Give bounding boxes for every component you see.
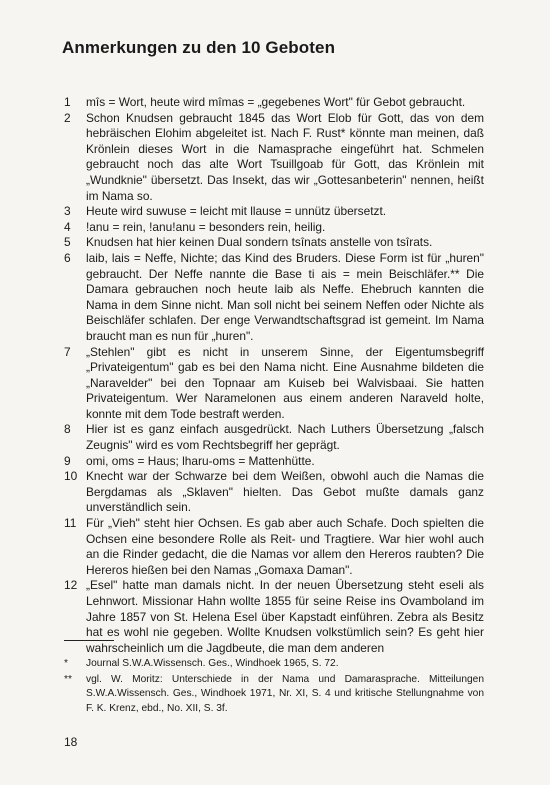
note-item [64,422,484,453]
footnote-text: Journal S.W.A.Wissensch. Ges., Windhoek 1965, S. 72. [86,658,339,669]
note-item [64,220,484,236]
note-item [64,345,484,423]
note-number: 1 [64,95,71,109]
note-number: 11 [64,516,77,531]
note-number: 3 [64,204,71,219]
note-number: 10 [64,469,78,484]
note-text: !anu = rein, !anu!anu = besonders rein, heilig. [86,219,326,234]
note-item [64,578,484,656]
note-text: Knecht war der Schwarze bei dem Weißen, obwohl auch die Namas die Bergdamas als „Sklaven" hielten. Das Gebot mußte damals ganz unverständlich sein. [86,469,484,515]
note-item [64,251,484,345]
footnote-item [64,657,484,671]
note-text: omi, oms = Haus; lharu-oms = Mattenhütte. [86,453,315,468]
page-number: 18 [64,735,78,749]
note-item [64,95,484,111]
note-number: 12 [64,578,78,593]
note-item [64,204,484,220]
note-number: 4 [64,219,71,234]
footnote-mark: ** [64,674,72,686]
note-number: 5 [64,235,71,250]
note-item [64,111,484,205]
note-text: Heute wird suwuse = leicht mit llause = unnütz übersetzt. [86,204,387,219]
note-item [64,235,484,251]
note-number: 7 [64,344,71,359]
footnotes [64,657,484,718]
note-text: Für „Vieh" steht hier Ochsen. Es gab aber auch Schafe. Doch spielten die Ochsen eine besondere Rolle als Reit- und Tragtiere. War hier wohl auch an die Rinder gedacht, die die Namas vor allem den Hereros raubten? Die Hereros hießen bei den Namas „Gomaxa Daman". [86,516,484,577]
footnote-divider [64,640,114,641]
note-text: Schon Knudsen gebraucht 1845 das Wort Elob für Gott, das von dem hebräischen Elohim abgeleitet ist. Nach F. Rust* könnte man meinen, daß Krönlein dieses Wort in die Namasprache eingeführt hat. Schmelen gebraucht noch das alte Wort Tsuillgoab für Gott, das Krönlein mit „Wundknie" übersetzt. Das Insekt, das wir „Gottesanbeterin" nennen, heißt im Nama so. [86,110,484,203]
note-text: mîs = Wort, heute wird mîmas = „gegebenes Wort" für Gebot gebraucht. [86,95,466,109]
note-item [64,469,484,516]
note-item [64,516,484,578]
note-text: Hier ist es ganz einfach ausgedrückt. Nach Luthers Übersetzung „falsch Zeugnis" wird es vom Rechtsbegriff her geprägt. [86,422,484,453]
footnote-text: vgl. W. Moritz: Unterschiede in der Nama und Damarasprache. Mitteilungen S.W.A.Wissensch. Ges., Windhoek 1971, Nr. XI, S. 4 und kritische Stellungnahme von F. K. Krenz, ebd., No. XII, S. 3f. [86,674,484,714]
note-text: „Stehlen" gibt es nicht in unserem Sinne, der Eigentumsbegriff „Privateigentum" gab es bei den Nama nicht. Eine Ausnahme bildeten die „Naravelder" bei den Topnaar am Kuiseb bei Walvisbaai. Sie hatten Privateigentum. Wer Naramelonen aus einem anderen Naraveld holte, konnte mit dem Tode bestraft werden. [86,344,484,421]
footnote-mark: * [64,658,68,669]
note-text: laib, lais = Neffe, Nichte; das Kind des Bruders. Diese Form ist für „huren" gebraucht. Der Neffe nannte die Base ti ais = mein Beischläfer.** Die Damara gebrauchen noch heute laib als Neffe. Ehebruch kannten die Nama in dem Sinne nicht. Man soll nicht bei seinem Neffen oder Nichte als Beischläfer schlafen. Der enge Verwandtschaftsgrad ist gemeint. Im Nama braucht man es nun für „huren". [86,250,484,343]
note-number: 2 [64,110,71,125]
note-item [64,454,484,470]
footnote-item [64,673,484,716]
note-text: Knudsen hat hier keinen Dual sondern tsînats anstelle von tsîrats. [86,235,433,250]
note-number: 6 [64,250,71,265]
note-number: 8 [64,422,71,437]
note-number: 9 [64,453,71,468]
note-text: „Esel" hatte man damals nicht. In der neuen Übersetzung steht eseli als Lehnwort. Missionar Hahn wollte 1855 für seine Reise ins Ovamboland im Jahre 1857 von St. Helena Esel über Kapstadt einführen. Zebra als Besitz hat es wohl nie gegeben. Wollte Knudsen volkstümlich sein? Es geht hier wahrscheinlich um die Jagdbeute, die man dem anderen [86,578,484,655]
notes-list [64,95,484,656]
page-title: Anmerkungen zu den 10 Geboten [62,38,336,57]
